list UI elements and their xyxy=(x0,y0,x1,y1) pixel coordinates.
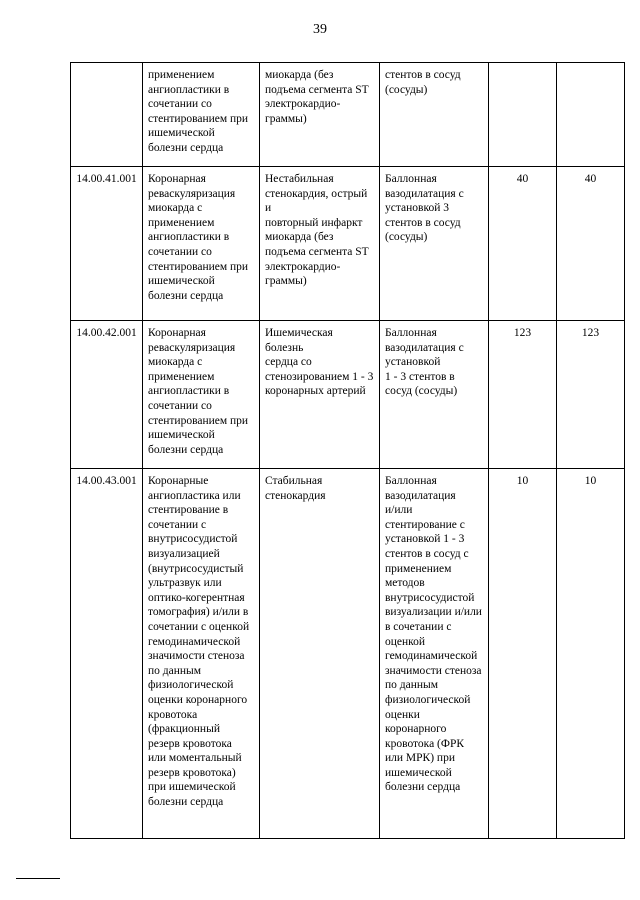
code-cell: 14.00.41.001 xyxy=(71,167,143,321)
name-cell: Коронарная реваскуляризация миокарда с применением ангиопластики в сочетании со стентированием при ишемической болезни сердца xyxy=(143,321,260,469)
table-row xyxy=(71,321,625,469)
value2-cell xyxy=(557,63,625,167)
value1-cell xyxy=(489,63,557,167)
table-row xyxy=(71,63,625,167)
value1-cell: 40 xyxy=(489,167,557,321)
value2-cell: 123 xyxy=(557,321,625,469)
table-row xyxy=(71,167,625,321)
footnote-divider xyxy=(16,878,60,879)
value2-cell: 10 xyxy=(557,469,625,839)
diagnosis-cell: Стабильная стенокардия xyxy=(260,469,380,839)
method-cell: стентов в сосуд (сосуды) xyxy=(380,63,489,167)
table-row xyxy=(71,469,625,839)
value1-cell: 123 xyxy=(489,321,557,469)
document-table xyxy=(70,62,625,839)
method-cell: Баллонная вазодилатация с установкой 3 стентов в сосуд (сосуды) xyxy=(380,167,489,321)
name-cell: Коронарная реваскуляризация миокарда с применением ангиопластики в сочетании со стентированием при ишемической болезни сердца xyxy=(143,167,260,321)
name-cell: применением ангиопластики в сочетании со стентированием при ишемической болезни сердца xyxy=(143,63,260,167)
method-cell: Баллонная вазодилатация с установкой 1 - 3 стентов в сосуд (сосуды) xyxy=(380,321,489,469)
value2-cell: 40 xyxy=(557,167,625,321)
diagnosis-cell: Нестабильная стенокардия, острый и повторный инфаркт миокарда (без подъема сегмента ST электрокардио- граммы) xyxy=(260,167,380,321)
page-number: 39 xyxy=(313,22,327,37)
value1-cell: 10 xyxy=(489,469,557,839)
code-cell xyxy=(71,63,143,167)
method-cell: Баллонная вазодилатация и/или стентирование с установкой 1 - 3 стентов в сосуд с применением методов внутрисосудистой визуализации и/или в сочетании с оценкой гемодинамической значимости стеноза по данным физиологической оценки коронарного кровотока (ФРК или МРК) при ишемической болезни сердца xyxy=(380,469,489,839)
code-cell: 14.00.42.001 xyxy=(71,321,143,469)
code-cell: 14.00.43.001 xyxy=(71,469,143,839)
name-cell: Коронарные ангиопластика или стентирование в сочетании с внутрисосудистой визуализацией (внутрисосудистый ультразвук или оптико-когерентная томография) и/или в сочетании с оценкой гемодинамической значимости стеноза по данным физиологической оценки коронарного кровотока (фракционный резерв кровотока или моментальный резерв кровотока) при ишемической болезни сердца xyxy=(143,469,260,839)
diagnosis-cell: миокарда (без подъема сегмента ST электрокардио- граммы) xyxy=(260,63,380,167)
diagnosis-cell: Ишемическая болезнь сердца со стенозированием 1 - 3 коронарных артерий xyxy=(260,321,380,469)
